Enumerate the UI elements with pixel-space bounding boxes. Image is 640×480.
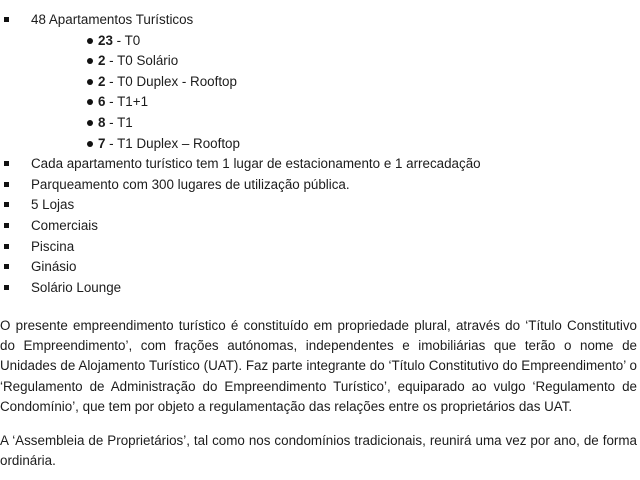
list-item-label: Comerciais [31, 217, 98, 233]
square-bullet-icon [4, 285, 9, 290]
square-bullet-icon [4, 244, 9, 249]
separator: - [105, 94, 118, 110]
list-item [0, 216, 640, 237]
square-bullet-icon [4, 17, 9, 22]
round-bullet-icon [87, 58, 93, 64]
apartment-type: T1 [117, 114, 133, 130]
body-text [0, 316, 637, 471]
apartment-count: 6 [98, 94, 106, 110]
list-item-label: 48 Apartamentos Turísticos [31, 12, 194, 27]
apartment-type: T0 Duplex - Rooftop [117, 73, 237, 89]
feature-list [0, 10, 640, 298]
square-bullet-icon [4, 182, 9, 187]
round-bullet-icon [87, 79, 93, 85]
round-bullet-icon [87, 141, 93, 147]
list-item-label: Piscina [31, 238, 75, 254]
separator: - [105, 114, 118, 130]
apartment-count: 2 [98, 53, 106, 69]
apartment-type-item [31, 31, 640, 52]
list-item [0, 175, 640, 196]
apartment-count: 23 [98, 32, 113, 48]
apartment-types-list [31, 31, 640, 155]
list-item-label: Ginásio [31, 259, 77, 275]
square-bullet-icon [4, 202, 9, 207]
list-item-label: Solário Lounge [31, 279, 122, 295]
round-bullet-icon [87, 120, 93, 126]
round-bullet-icon [87, 99, 93, 105]
list-item [0, 278, 640, 299]
list-item-apartments [0, 10, 640, 154]
apartment-type: T1+1 [117, 94, 149, 110]
apartment-type: T0 [124, 32, 141, 48]
square-bullet-icon [4, 223, 9, 228]
separator: - [105, 53, 118, 69]
square-bullet-icon [4, 264, 9, 269]
paragraph: O presente empreendimento turístico é constituído em propriedade plural, através do ‘Título Constitutivo do Empreendimento’, com frações autónomas, independentes e imobiliárias que terão o nome de Unidades de Alojamento Turístico (UAT). Faz parte integrante do ‘Título Constitutivo do Empreendimento’ o ‘Regulamento de Administração do Empreendimento Turístico’, equiparado ao vulgo ‘Regulamento de Condomínio’, que tem por objeto a regulamentação das relações entre os proprietários das UAT. [0, 318, 637, 414]
square-bullet-icon [4, 161, 9, 166]
separator: - [112, 32, 125, 48]
round-bullet-icon [87, 38, 93, 44]
apartment-type-item [31, 92, 640, 113]
apartment-type-item [31, 72, 640, 93]
list-item-label: Cada apartamento turístico tem 1 lugar de estacionamento e 1 arrecadação [31, 156, 481, 172]
list-item [0, 237, 640, 258]
list-item [0, 154, 640, 175]
apartment-type-item [31, 134, 640, 155]
apartment-type: T1 Duplex – Rooftop [117, 135, 240, 151]
apartment-type: T0 Solário [117, 53, 179, 69]
apartment-type-item [31, 51, 640, 72]
separator: - [105, 135, 118, 151]
apartment-count: 2 [98, 73, 106, 89]
apartment-count: 8 [98, 114, 106, 130]
list-item-label: Parqueamento com 300 lugares de utilização pública. [31, 176, 350, 192]
paragraph: A ‘Assembleia de Proprietários’, tal como nos condomínios tradicionais, reunirá uma vez por ano, de forma ordinária. [0, 433, 637, 469]
apartment-count: 7 [98, 135, 106, 151]
list-item-label: 5 Lojas [31, 197, 75, 213]
list-item [0, 257, 640, 278]
separator: - [105, 73, 118, 89]
list-item [0, 195, 640, 216]
apartment-type-item [31, 113, 640, 134]
